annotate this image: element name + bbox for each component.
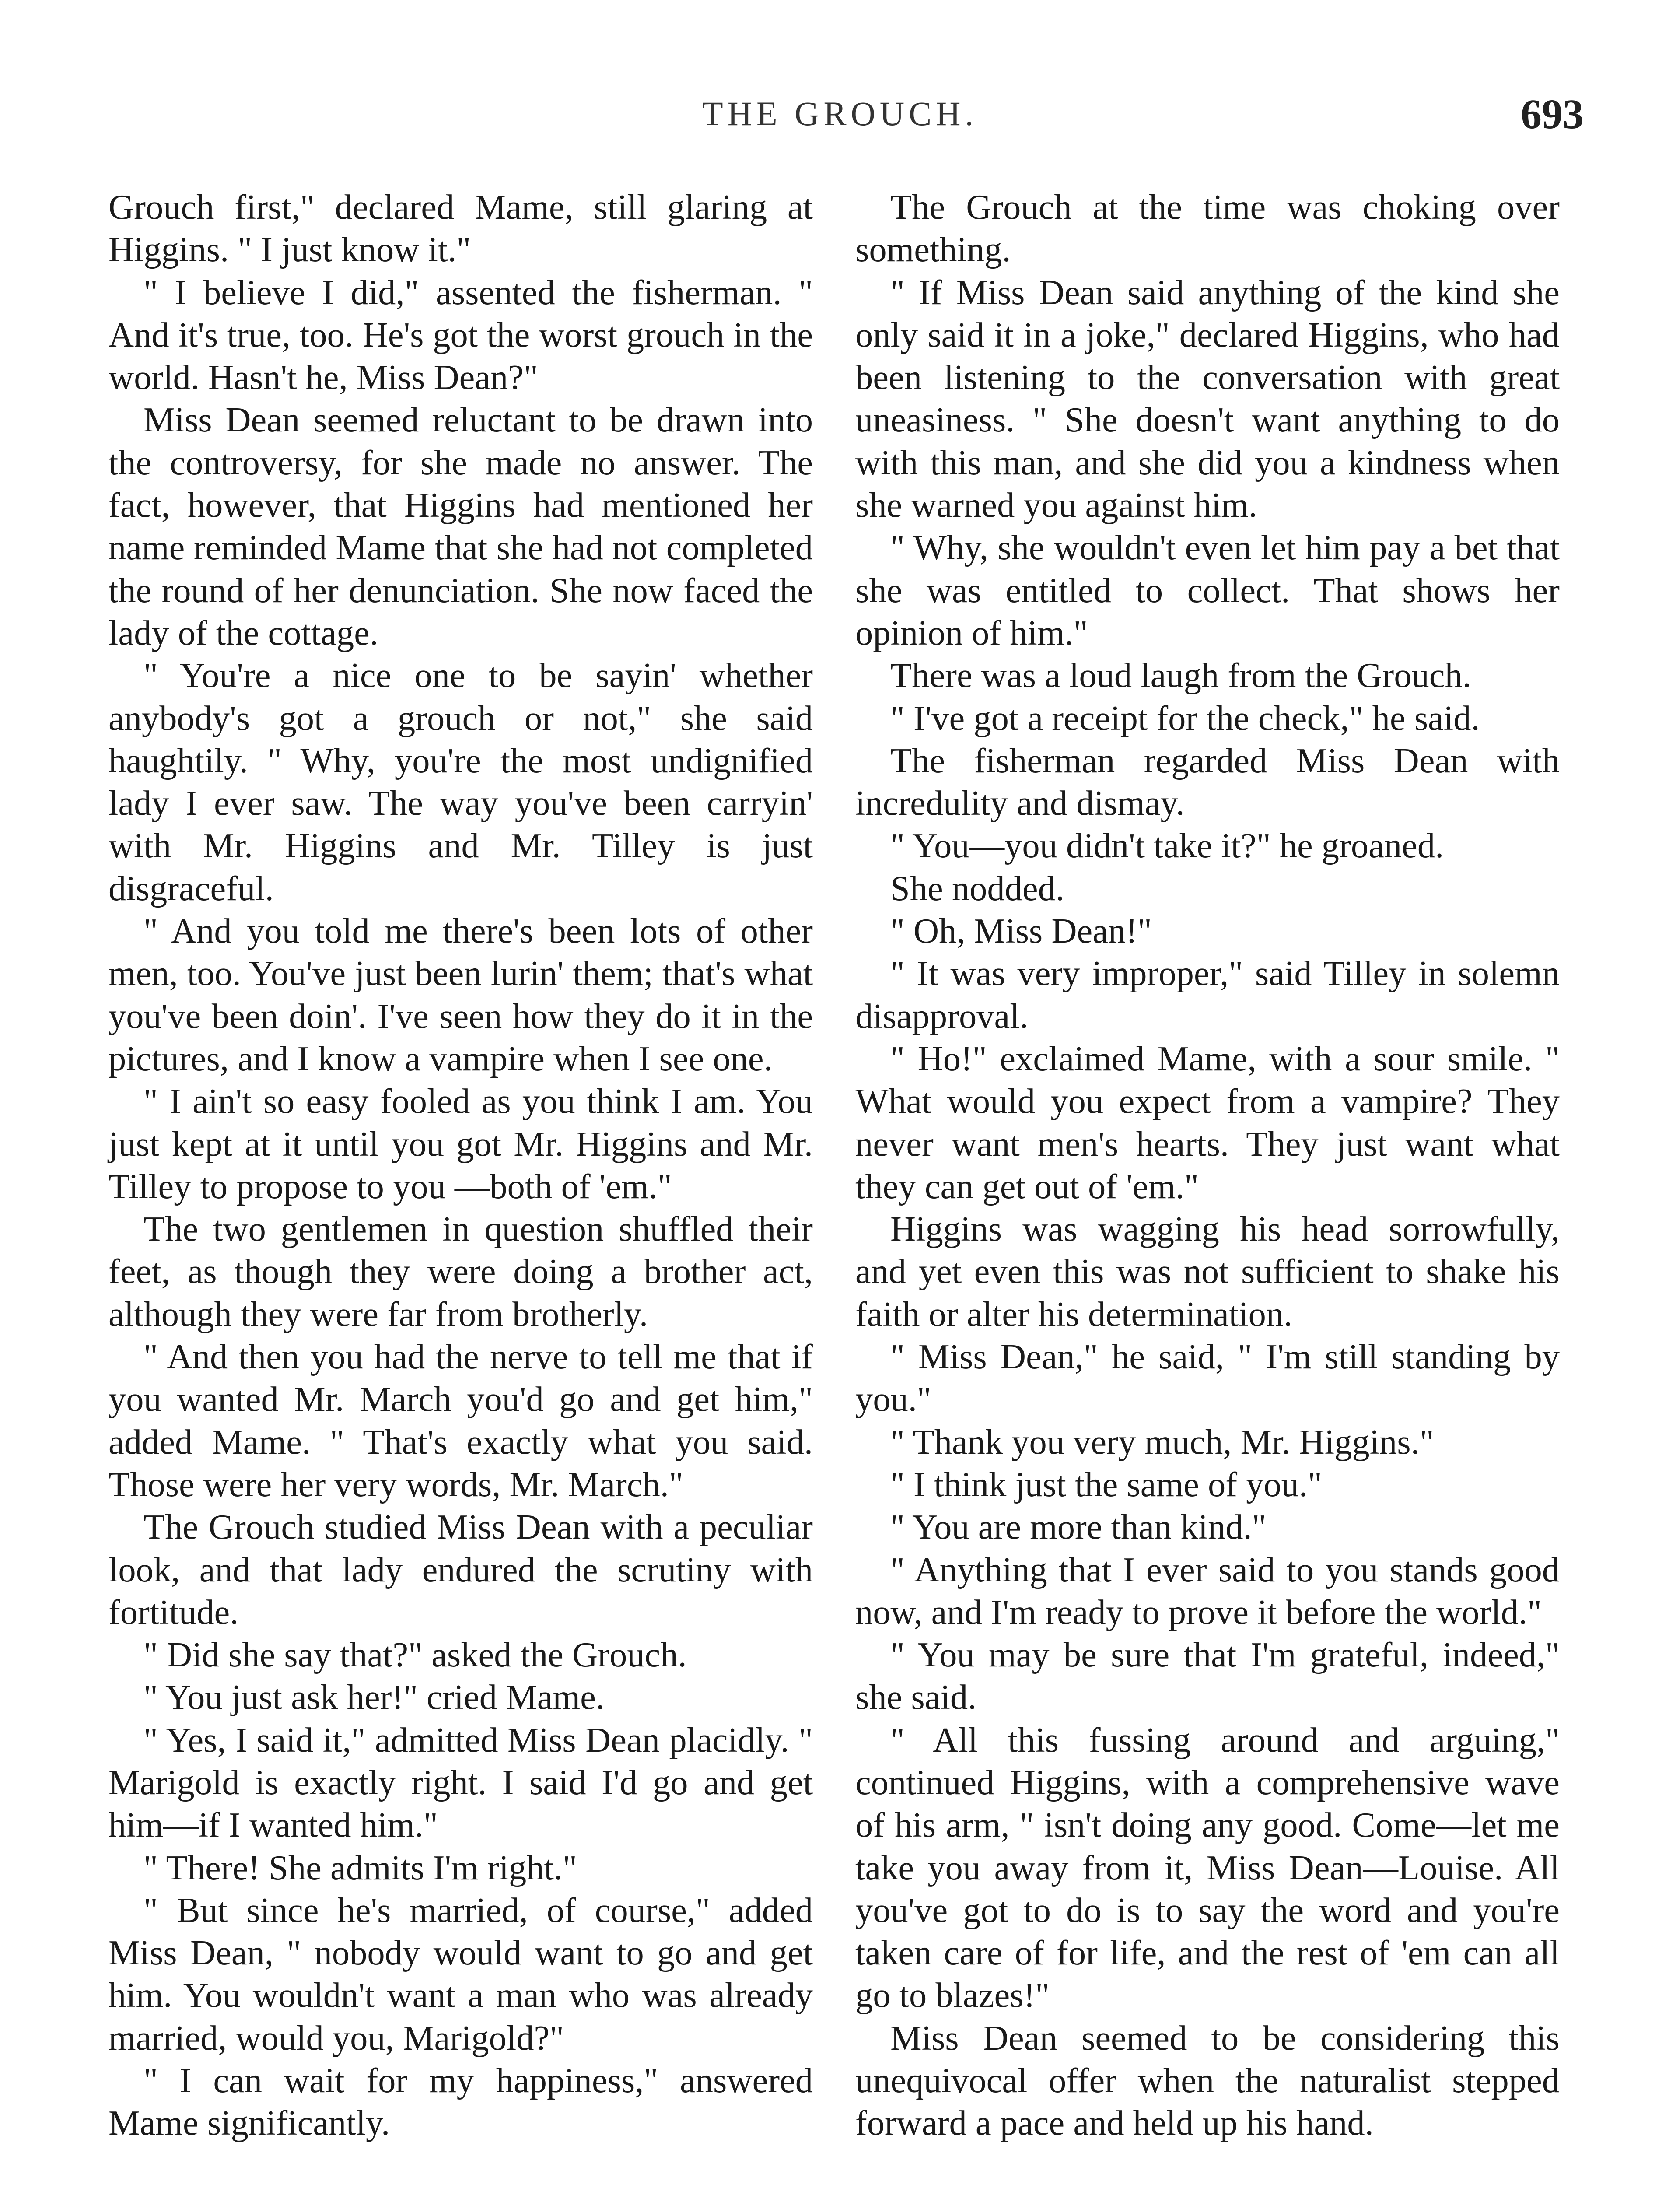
paragraph: " But since he's married, of course," added Miss Dean, " nobody would want to go and get him. You wouldn't want a man who was already married, would you, Marigold?" <box>108 1890 813 2058</box>
paragraph: " You—you didn't take it?" he groaned. <box>890 826 1444 866</box>
paragraph: " Why, she wouldn't even let him pay a bet that she was entitled to collect. That shows her opinion of him." <box>855 528 1560 652</box>
paragraph: " I've got a receipt for the check," he said. <box>890 698 1480 738</box>
paragraph: " I believe I did," assented the fisherman. " And it's true, too. He's got the worst grouch in the world. Hasn't he, Miss Dean?" <box>108 273 813 397</box>
paragraph: " All this fussing around and arguing," continued Higgins, with a comprehensive wave of his arm, " isn't doing any good. Come—let me take you away from it, Miss Dean—Louise. All you've got to do is to say the word and you're taken care of for life, and the rest of 'em can all go to blazes!" <box>855 1720 1560 2015</box>
paragraph: The fisherman regarded Miss Dean with incredulity and dismay. <box>855 741 1560 823</box>
paragraph: " Anything that I ever said to you stands good now, and I'm ready to prove it before the world." <box>855 1550 1560 1632</box>
paragraph: The two gentlemen in question shuffled their feet, as though they were doing a brother act, although they were far from brotherly. <box>108 1210 813 1334</box>
paragraph: The Grouch at the time was choking over something. <box>855 188 1560 270</box>
paragraph: There was a loud laugh from the Grouch. <box>890 656 1471 695</box>
paragraph: " You may be sure that I'm grateful, indeed," she said. <box>855 1635 1560 1717</box>
paragraph: " And then you had the nerve to tell me that if you wanted Mr. March you'd go and get him," added Mame. " That's exactly what you said. Those were her very words, Mr. March." <box>108 1337 813 1504</box>
paragraph: " I think just the same of you." <box>890 1465 1322 1504</box>
paragraph: " It was very improper," said Tilley in solemn disapproval. <box>855 954 1560 1036</box>
paragraph: The Grouch studied Miss Dean with a peculiar look, and that lady endured the scrutiny with fortitude. <box>108 1508 813 1632</box>
left-column <box>108 186 813 2145</box>
paragraph: Higgins was wagging his head sorrowfully, and yet even this was not sufficient to shake his faith or alter his determination. <box>855 1210 1560 1334</box>
paragraph: " You are more than kind." <box>890 1508 1267 1547</box>
paragraph: " Ho!" exclaimed Mame, with a sour smile. " What would you expect from a vampire? They never want men's hearts. They just want what they can get out of 'em." <box>855 1039 1560 1206</box>
paragraph: Miss Dean seemed to be considering this unequivocal offer when the naturalist stepped forward a pace and held up his hand. <box>855 2018 1560 2143</box>
paragraph: " If Miss Dean said anything of the kind she only said it in a joke," declared Higgins, who had been listening to the conversation with great uneasiness. " She doesn't want anything to do with this man, and she did you a kindness when she warned you against him. <box>855 273 1560 525</box>
paragraph: " There! She admits I'm right." <box>144 1848 577 1887</box>
paragraph: " I ain't so easy fooled as you think I am. You just kept at it until you got Mr. Higgins and Mr. Tilley to propose to you —both of 'em." <box>108 1082 813 1206</box>
paragraph: " And you told me there's been lots of other men, too. You've just been lurin' them; that's what you've been doin'. I've seen how they do it in the pictures, and I know a vampire when I see one. <box>108 912 813 1078</box>
paragraph: Grouch first," declared Mame, still glaring at Higgins. " I just know it." <box>108 188 813 270</box>
paragraph: " Oh, Miss Dean!" <box>890 912 1152 951</box>
paragraph: " You just ask her!" cried Mame. <box>144 1678 605 1717</box>
paragraph: She nodded. <box>890 869 1064 908</box>
page-number: 693 <box>1521 91 1584 137</box>
paragraph: " Thank you very much, Mr. Higgins." <box>890 1422 1434 1462</box>
paragraph: " I can wait for my happiness," answered Mame significantly. <box>108 2061 813 2143</box>
paragraph: " You're a nice one to be sayin' whether anybody's got a grouch or not," she said haughtily. " Why, you're the most undignified lady I ever saw. The way you've been carryin' with Mr. Higgins and Mr. Tilley is just disgraceful. <box>108 656 813 908</box>
paragraph: Miss Dean seemed reluctant to be drawn into the controversy, for she made no answer. The fact, however, that Higgins had mentioned her name reminded Mame that she had not completed the round of her denunciation. She now faced the lady of the cottage. <box>108 400 813 652</box>
paragraph: " Miss Dean," he said, " I'm still standing by you." <box>855 1337 1560 1419</box>
paragraph: " Yes, I said it," admitted Miss Dean placidly. " Marigold is exactly right. I said I'd go and get him—if I wanted him." <box>108 1720 813 1845</box>
right-column <box>855 186 1560 2145</box>
paragraph: " Did she say that?" asked the Grouch. <box>144 1635 687 1675</box>
running-title: THE GROUCH. <box>702 95 978 133</box>
